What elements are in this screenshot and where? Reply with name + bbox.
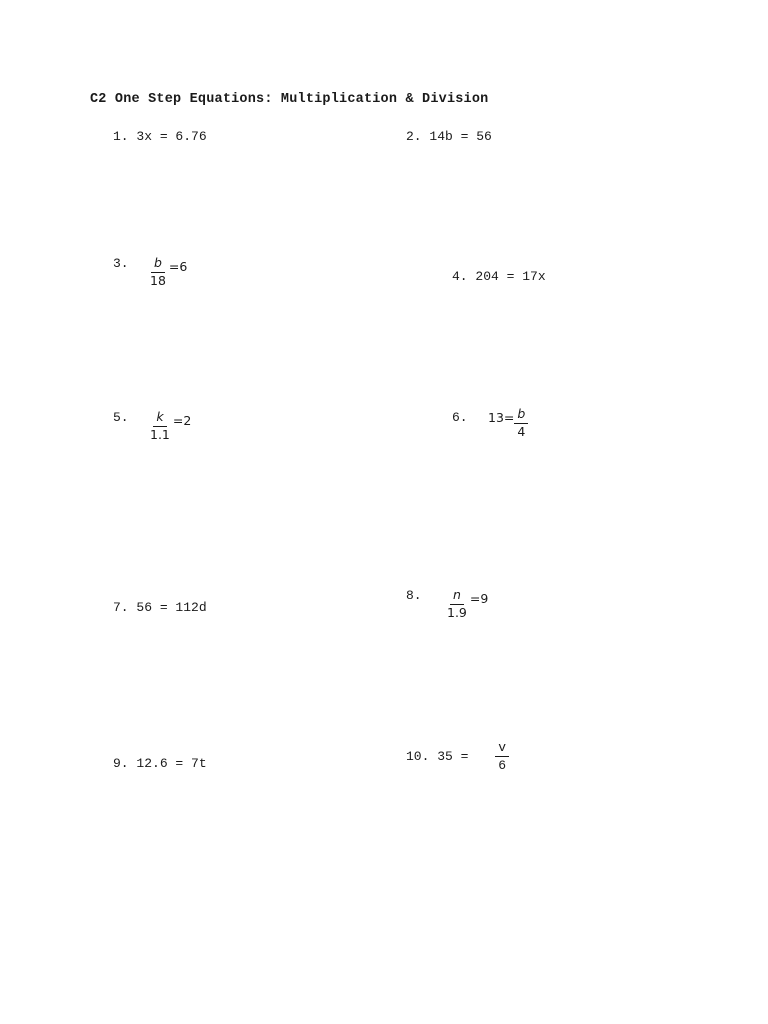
problem-8 — [406, 586, 488, 619]
problem-2-equation: 14b = 56 — [429, 129, 492, 144]
problem-8-denominator: 1.9 — [447, 604, 467, 620]
problem-6-denominator: 4 — [517, 423, 526, 439]
problem-8-numerator: n — [450, 589, 464, 605]
problem-4-equation: 204 = 17x — [475, 269, 546, 284]
problem-10-fraction — [495, 741, 509, 772]
problem-7-equation: 56 = 112d — [136, 600, 207, 615]
problem-6 — [452, 408, 528, 438]
problem-1-label: 1. — [113, 129, 129, 144]
problem-6-numerator: b — [514, 408, 528, 424]
worksheet-title: C2 One Step Equations: Multiplication & Division — [90, 92, 489, 107]
problem-10-numerator: v — [495, 741, 509, 757]
problem-3 — [113, 254, 187, 287]
problem-9-equation: 12.6 = 7t — [136, 756, 207, 771]
problem-3-rhs: =6 — [168, 258, 188, 274]
problem-4-label: 4. — [452, 269, 468, 284]
problem-10 — [406, 741, 509, 772]
problem-7-label: 7. — [113, 600, 129, 615]
problem-1-equation: 3x = 6.76 — [136, 129, 207, 144]
problem-5 — [113, 408, 191, 441]
problem-5-denominator: 1.1 — [150, 426, 170, 442]
problem-5-fraction — [147, 411, 173, 441]
problem-3-numerator: b — [151, 257, 165, 273]
problem-6-label: 6. — [452, 410, 468, 426]
problem-7 — [113, 600, 207, 615]
problem-5-label: 5. — [113, 409, 129, 425]
problem-4 — [452, 269, 546, 284]
problem-3-fraction — [147, 257, 169, 287]
problem-2 — [406, 129, 492, 144]
problem-5-numerator: k — [153, 411, 166, 427]
problem-3-equation — [147, 257, 187, 287]
problem-8-equation — [444, 589, 488, 619]
problem-5-equation — [147, 411, 191, 441]
problem-6-fraction — [514, 408, 528, 438]
problem-8-fraction — [444, 589, 470, 619]
problem-6-lhs: 13= — [488, 409, 515, 425]
problem-5-rhs: =2 — [172, 412, 192, 428]
problem-3-label: 3. — [113, 255, 129, 271]
problem-10-denominator: 6 — [498, 758, 507, 773]
problem-10-lhs: 35 = — [437, 749, 469, 764]
problem-2-label: 2. — [406, 129, 422, 144]
problem-8-rhs: =9 — [469, 590, 489, 606]
problem-3-denominator: 18 — [150, 272, 166, 288]
problem-10-label: 10. — [406, 749, 430, 764]
problem-9-label: 9. — [113, 756, 129, 771]
problem-1 — [113, 129, 207, 144]
problem-6-equation — [488, 408, 528, 438]
problem-9 — [113, 756, 207, 771]
problem-8-label: 8. — [406, 587, 422, 603]
